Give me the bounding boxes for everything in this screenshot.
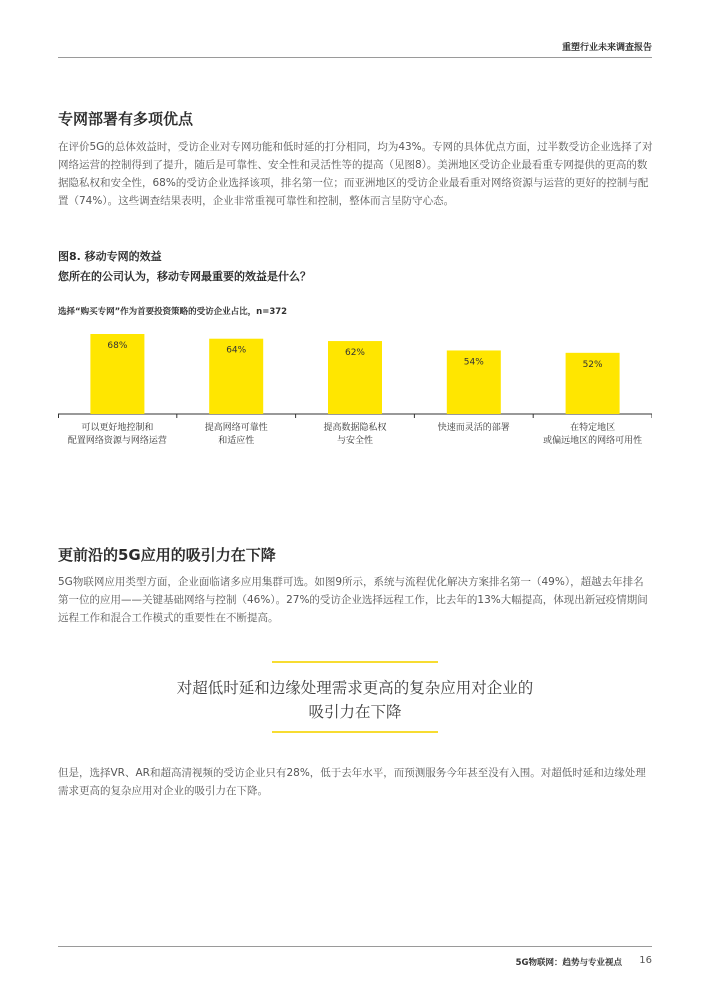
category-label: 配置网络资源与网络运营 (67, 436, 167, 446)
figure-question: 您所在的公司认为，移动专网最重要的效益是什么？ (58, 270, 311, 283)
category-label: 可以更好地控制和 (81, 423, 154, 433)
chart-note: 选择“购买专网”作为首要投资策略的受访企业占比，n=372 (58, 307, 288, 317)
bar-value-label: 54% (463, 357, 484, 368)
category-label: 提高数据隐私权 (323, 423, 387, 433)
category-label: 或偏远地区的网络可用性 (543, 436, 643, 446)
category-label: 快速而灵活的部署 (437, 423, 510, 433)
figure-label: 图8. 移动专网的效益 (58, 250, 162, 263)
category-label: 和适应性 (218, 436, 255, 446)
footer-text: 5G物联网：趋势与专业视点 (515, 958, 622, 968)
bar-chart (58, 318, 652, 458)
bar-value-label: 62% (344, 348, 366, 359)
header-rule (58, 57, 652, 58)
category-label: 在特定地区 (570, 423, 616, 433)
footer-rule (58, 946, 652, 947)
pull-quote (110, 676, 600, 724)
pull-quote-line-2: 吸引力在下降 (308, 703, 402, 721)
category-label: 与安全性 (336, 436, 374, 446)
bar-value-label: 68% (107, 341, 128, 351)
section-title-private-network: 专网部署有多项优点 (58, 110, 194, 128)
section-title-5g-apps: 更前沿的5G应用的吸引力在下降 (58, 546, 276, 564)
running-header: 重塑行业未来调查报告 (561, 43, 652, 53)
category-label: 提高网络可靠性 (204, 423, 268, 433)
section-body-vr-ar: 但是，选择VR、AR和超高清视频的受访企业只有28%，低于去年水平，而预测服务今年甚至没有入围。对超低时延和边缘处理需求更高的复杂应用对企业的吸引力在下降。 (58, 767, 646, 797)
page-number: 16 (639, 955, 652, 966)
pull-quote-line-1: 对超低时延和边缘处理需求更高的复杂应用对企业的 (176, 679, 534, 697)
section-body-private-network: 在评价5G的总体效益时，受访企业对专网功能和低时延的打分相同，均为43%。专网的具体优点方面，过半数受访企业选择了对网络运营的控制得到了提升，随后是可靠性、安全性和灵活性等的提高（见图8）。美洲地区受访企业最看重专网提供的更高的数据隐私权和安全性，68%的受访企业选择该项，排名第一位；而亚洲地区的受访企业最看重对网络资源与运营的更好的控制与配置（74%）。这些调查结果表明，企业非常重视可靠性和控制，整体而言呈防守心态。 (58, 141, 653, 207)
bar-value-label: 64% (226, 345, 247, 356)
pull-quote-top-rule (272, 661, 438, 663)
bar-value-label: 52% (582, 359, 603, 370)
pull-quote-bottom-rule (272, 731, 438, 733)
section-body-5g-apps: 5G物联网应用类型方面，企业面临诸多应用集群可选。如图9所示，系统与流程优化解决方案排名第一（49%），超越去年排名第一位的应用——关键基础网络与控制（46%）。27%的受访企业选择远程工作，比去年的13%大幅提高，体现出新冠疫情期间远程工作和混合工作模式的重要性在不断提高。 (58, 576, 648, 624)
